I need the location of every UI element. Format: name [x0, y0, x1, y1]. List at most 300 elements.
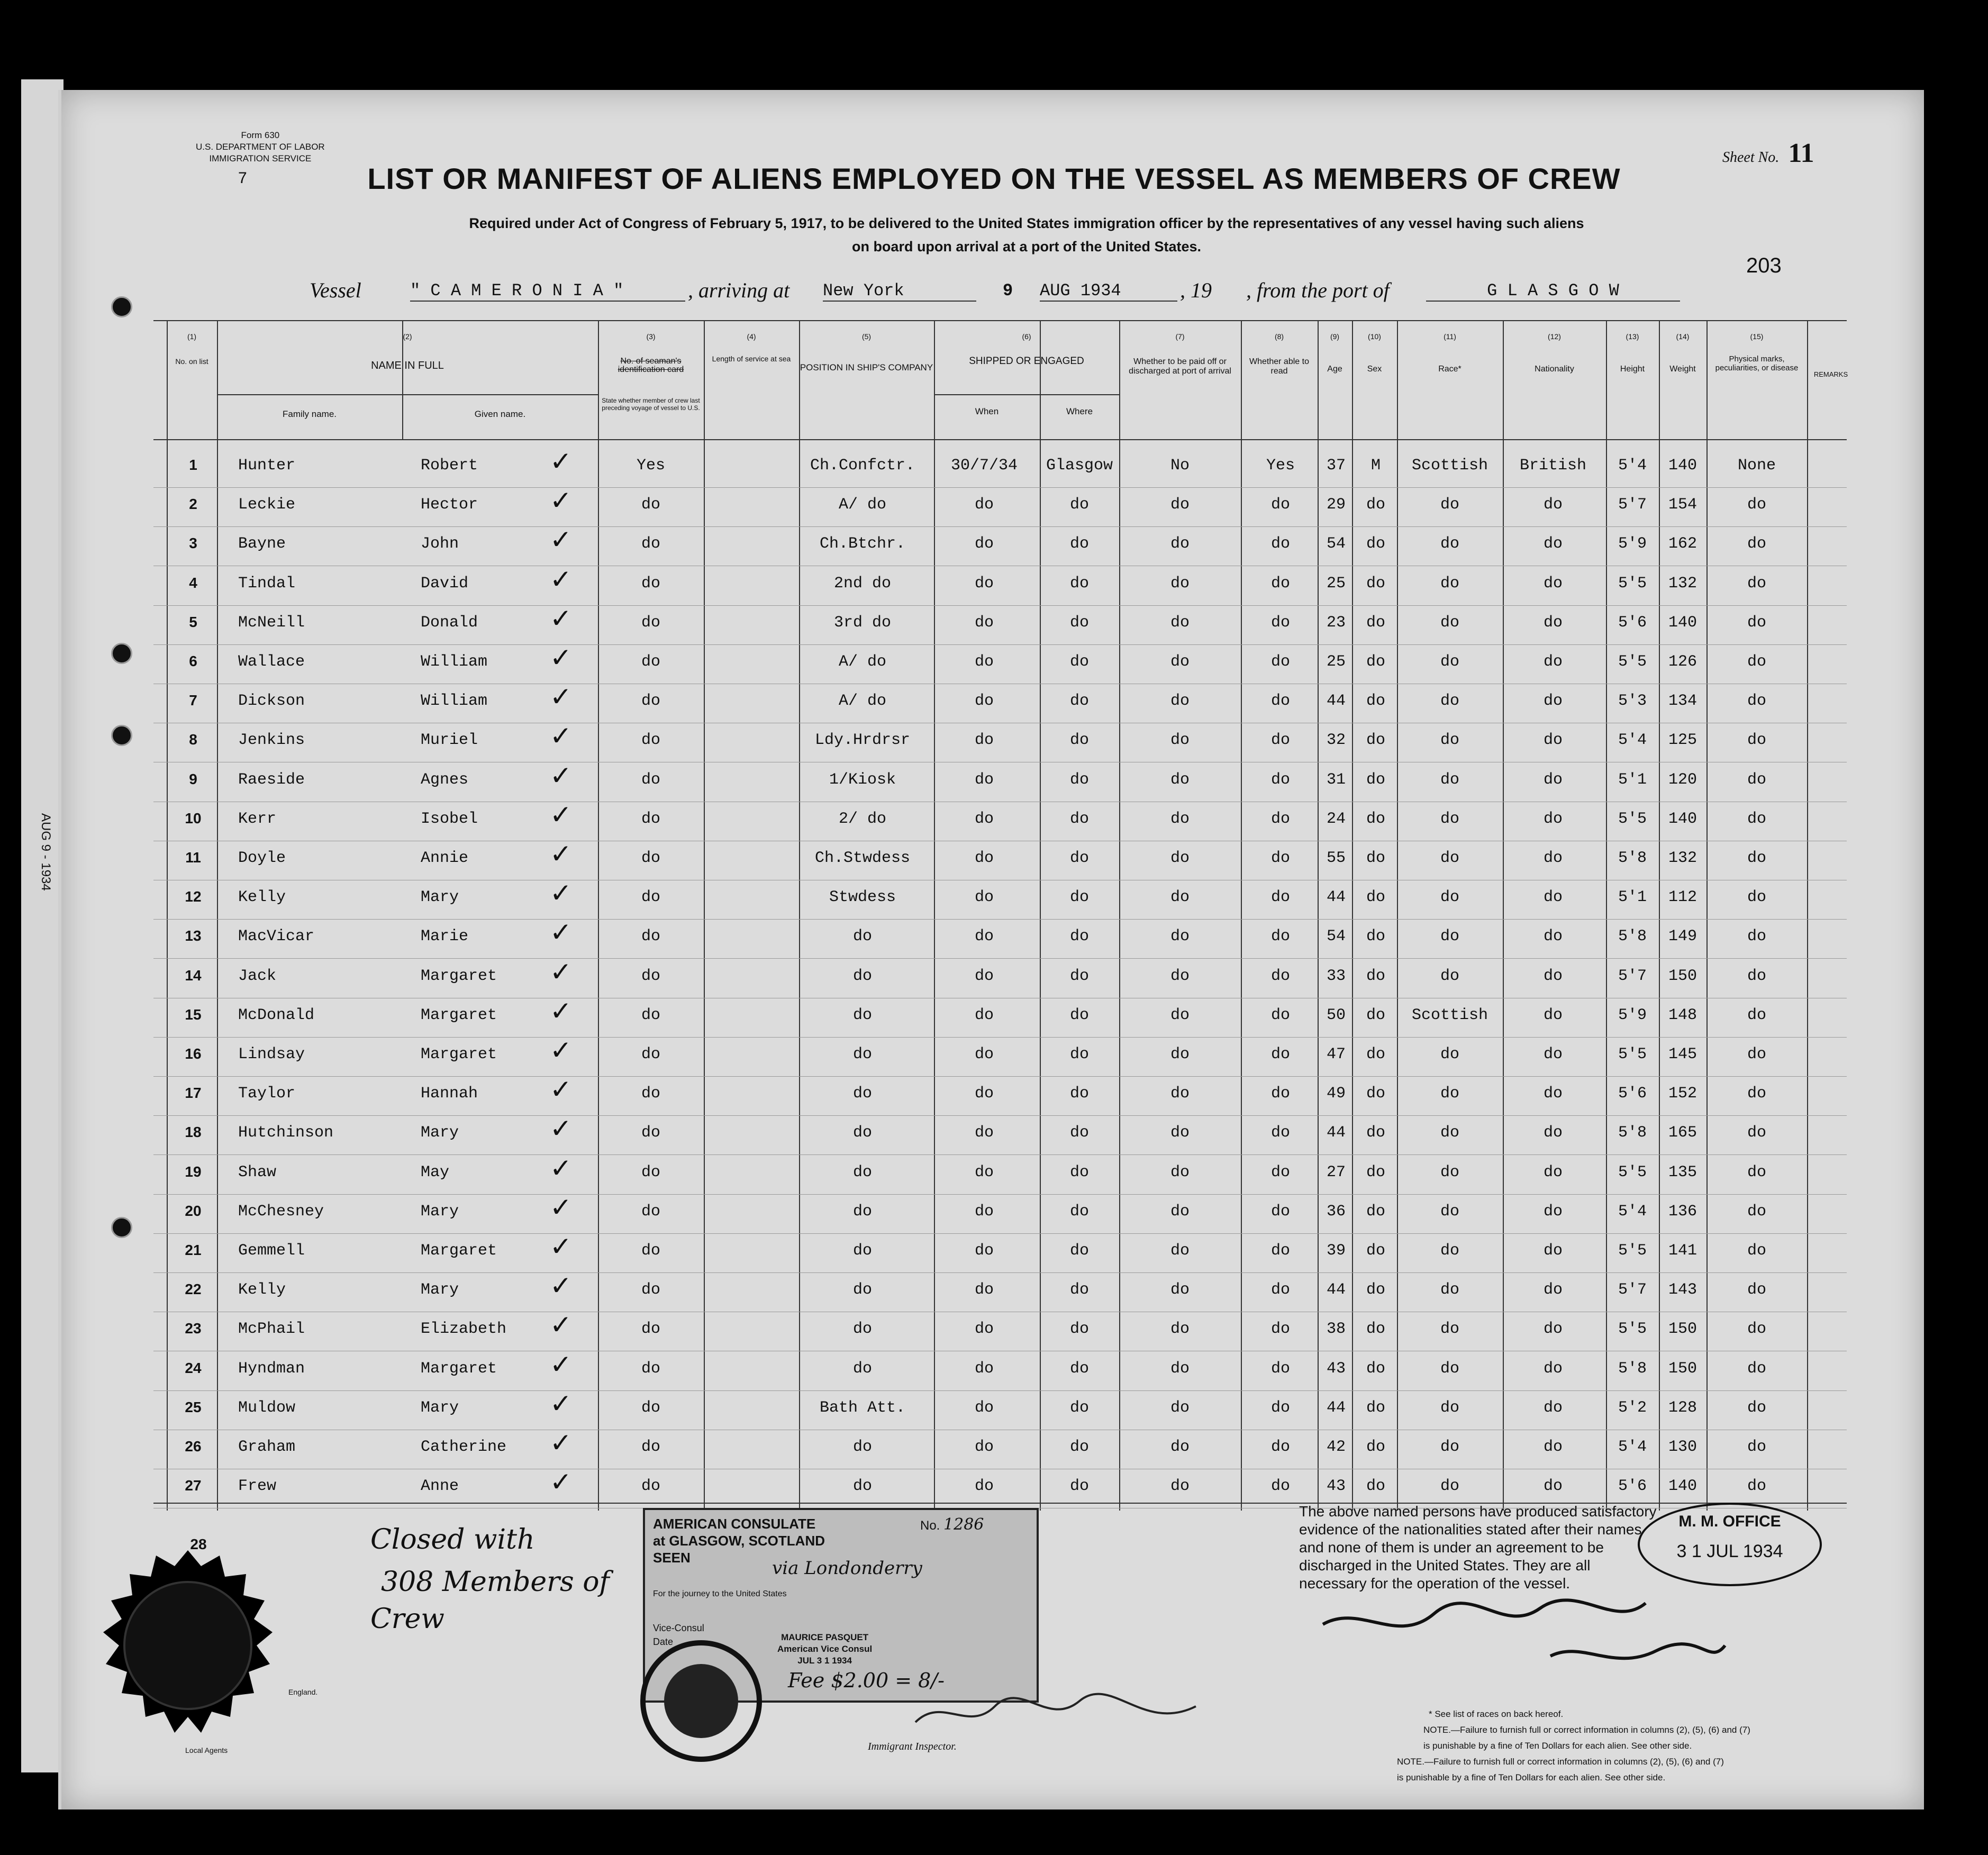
row-number: 20	[185, 1202, 202, 1219]
page-title: LIST OR MANIFEST OF ALIENS EMPLOYED ON THE VESSEL AS MEMBERS OF CREW	[367, 162, 1621, 195]
nationality: British	[1519, 457, 1587, 475]
paid-off: do	[1170, 613, 1190, 632]
race: do	[1440, 810, 1460, 828]
mm-office-title: M. M. OFFICE	[1678, 1513, 1781, 1530]
age: 27	[1326, 1163, 1346, 1181]
shipped-where: do	[1069, 1202, 1090, 1221]
paid-off: do	[1170, 1359, 1190, 1378]
physical-marks: do	[1747, 810, 1767, 828]
paid-off: do	[1170, 1242, 1190, 1260]
physical-marks: do	[1747, 1242, 1767, 1260]
column-rule	[1706, 320, 1708, 1511]
height: 5'4	[1618, 1438, 1647, 1456]
row-number: 26	[185, 1438, 202, 1454]
header-id-card-note: State whether member of crew last preceding voyage of vessel to U.S.	[602, 397, 700, 412]
position: A/ do	[838, 653, 887, 671]
height: 5'5	[1618, 1320, 1647, 1339]
id-card-status: do	[641, 1359, 661, 1378]
row-rule	[153, 1037, 1847, 1038]
shipped-when: do	[974, 1045, 994, 1063]
header-given-name: Given name.	[474, 409, 526, 419]
row-number: 23	[185, 1320, 202, 1337]
able-to-read: do	[1270, 1163, 1291, 1181]
weight: 120	[1668, 770, 1697, 789]
id-card-status: do	[641, 1477, 661, 1496]
col-number: (15)	[1750, 332, 1764, 341]
header-nationality: Nationality	[1535, 365, 1574, 374]
table-rule	[934, 394, 1119, 395]
inspector-label: Immigrant Inspector.	[868, 1741, 957, 1752]
id-card-status: do	[641, 1085, 661, 1103]
consulate-number	[920, 1515, 984, 1534]
arrival-month-year: AUG 1934	[1040, 281, 1177, 302]
checkmark-icon: ✓	[550, 603, 572, 634]
consul-block	[777, 1632, 872, 1667]
sex: do	[1366, 810, 1386, 828]
weight: 140	[1668, 810, 1697, 828]
shipped-where: do	[1069, 613, 1090, 632]
checkmark-icon: ✓	[550, 799, 572, 830]
id-card-status: do	[641, 692, 661, 711]
height: 5'6	[1618, 1085, 1647, 1103]
nationality: do	[1543, 1202, 1563, 1221]
checkmark-icon: ✓	[550, 1349, 572, 1380]
race: do	[1440, 770, 1460, 789]
weight: 140	[1668, 457, 1697, 475]
consul-title: American Vice Consul	[777, 1644, 873, 1654]
checkmark-icon: ✓	[550, 760, 572, 791]
paid-off: do	[1170, 1281, 1190, 1299]
paid-off: do	[1170, 888, 1190, 907]
age: 25	[1326, 574, 1346, 593]
age: 43	[1326, 1359, 1346, 1378]
column-rule	[167, 320, 168, 1511]
race: do	[1440, 1124, 1460, 1142]
physical-marks: do	[1747, 692, 1767, 711]
row-number: 14	[185, 967, 202, 984]
shipped-when: do	[974, 1085, 994, 1103]
nationality: do	[1543, 1006, 1563, 1024]
footnote: NOTE.—Failure to furnish full or correct information in columns (2), (5), (6) and (7)	[1423, 1725, 1750, 1735]
able-to-read: do	[1270, 1320, 1291, 1339]
checkmark-icon: ✓	[550, 995, 572, 1026]
paid-off: do	[1170, 1045, 1190, 1063]
id-card-status: do	[641, 574, 661, 593]
able-to-read: Yes	[1266, 457, 1295, 475]
given-name: John	[421, 535, 459, 553]
row-rule	[153, 1154, 1847, 1155]
id-card-status: do	[641, 653, 661, 671]
sex: do	[1366, 1242, 1386, 1260]
shipped-where: do	[1069, 1163, 1090, 1181]
sex: do	[1366, 1202, 1386, 1221]
physical-marks: do	[1747, 1163, 1767, 1181]
paid-off: do	[1170, 1085, 1190, 1103]
weight: 150	[1668, 967, 1697, 985]
physical-marks: do	[1747, 1398, 1767, 1417]
paid-off: do	[1170, 731, 1190, 750]
consulate-no-label: No.	[920, 1518, 940, 1533]
given-name: Muriel	[421, 731, 478, 750]
height: 5'4	[1618, 731, 1647, 750]
shipped-where: do	[1069, 1320, 1090, 1339]
physical-marks: do	[1747, 1320, 1767, 1339]
shipped-where: do	[1069, 692, 1090, 711]
page-subtitle	[333, 212, 1720, 258]
age: 54	[1326, 535, 1346, 553]
paid-off: do	[1170, 1163, 1190, 1181]
family-name: McPhail	[238, 1320, 305, 1339]
race: do	[1440, 496, 1460, 514]
row-number: 19	[185, 1163, 202, 1180]
shipped-when: 30/7/34	[950, 457, 1018, 475]
shipped-when: do	[974, 928, 994, 946]
col-number: (7)	[1175, 332, 1185, 341]
header-id-card	[598, 357, 704, 374]
sex: do	[1366, 574, 1386, 593]
shipped-where: do	[1069, 928, 1090, 946]
height: 5'2	[1618, 1398, 1647, 1417]
form-number: Form 630	[241, 130, 280, 140]
header-sex: Sex	[1367, 365, 1382, 374]
position: do	[852, 1320, 873, 1339]
row-rule	[153, 1390, 1847, 1391]
id-card-status: do	[641, 1320, 661, 1339]
sex: do	[1366, 692, 1386, 711]
race: do	[1440, 535, 1460, 553]
physical-marks: do	[1747, 928, 1767, 946]
service-name: IMMIGRATION SERVICE	[209, 153, 312, 163]
weight: 150	[1668, 1320, 1697, 1339]
able-to-read: do	[1270, 1438, 1291, 1456]
sex: do	[1366, 967, 1386, 985]
age: 54	[1326, 928, 1346, 946]
height: 5'8	[1618, 1359, 1647, 1378]
row-number: 15	[185, 1006, 202, 1023]
nationality: do	[1543, 810, 1563, 828]
shipped-when: do	[974, 1438, 994, 1456]
shipped-where: Glasgow	[1046, 457, 1113, 475]
race: do	[1440, 1163, 1460, 1181]
position: Ch.Confctr.	[810, 457, 915, 475]
age: 44	[1326, 1124, 1346, 1142]
consulate-line: at GLASGOW, SCOTLAND	[653, 1533, 825, 1549]
physical-marks: do	[1747, 1359, 1767, 1378]
shipped-when: do	[974, 770, 994, 789]
col-number: (3)	[646, 332, 656, 341]
family-name: MacVicar	[238, 928, 315, 946]
nationality: do	[1543, 1281, 1563, 1299]
shipped-when: do	[974, 1281, 994, 1299]
left-binding-strip	[21, 79, 63, 1772]
weight: 140	[1668, 1477, 1697, 1496]
age: 42	[1326, 1438, 1346, 1456]
row-number: 21	[185, 1242, 202, 1258]
nationality: do	[1543, 1359, 1563, 1378]
header-able-read: Whether able to read	[1249, 357, 1309, 376]
height: 5'6	[1618, 1477, 1647, 1496]
row-number: 27	[185, 1477, 202, 1494]
shipped-when: do	[974, 574, 994, 593]
age: 39	[1326, 1242, 1346, 1260]
shipped-where: do	[1069, 496, 1090, 514]
given-name: Anne	[421, 1477, 459, 1496]
col-number: (5)	[861, 332, 872, 341]
shipped-where: do	[1069, 574, 1090, 593]
sex: do	[1366, 1006, 1386, 1024]
given-name: Margaret	[421, 1006, 497, 1024]
position: do	[852, 1163, 873, 1181]
column-rule	[1606, 320, 1607, 1511]
race: do	[1440, 1281, 1460, 1299]
family-name: Kelly	[238, 1281, 286, 1299]
consulate-line: AMERICAN CONSULATE	[653, 1516, 816, 1532]
weight: 152	[1668, 1085, 1697, 1103]
checkmark-icon: ✓	[550, 446, 572, 477]
given-name: Annie	[421, 849, 469, 867]
physical-marks: do	[1747, 574, 1767, 593]
shipped-when: do	[974, 1320, 994, 1339]
col-number: (13)	[1626, 332, 1639, 341]
nationality: do	[1543, 1163, 1563, 1181]
weight: 112	[1668, 888, 1697, 907]
consulate-journey: For the journey to the United States	[653, 1589, 787, 1598]
id-card-status: do	[641, 731, 661, 750]
shipped-where: do	[1069, 1477, 1090, 1496]
family-name: Doyle	[238, 849, 286, 867]
family-name: Taylor	[238, 1085, 296, 1103]
header-weight: Weight	[1669, 365, 1696, 374]
column-rule	[1119, 320, 1120, 1511]
sex: do	[1366, 1163, 1386, 1181]
weight: 150	[1668, 1359, 1697, 1378]
family-name: Tindal	[238, 574, 296, 593]
vessel-label: Vessel	[310, 278, 361, 302]
shipped-when: do	[974, 1006, 994, 1024]
checkmark-icon: ✓	[550, 524, 572, 556]
column-rule	[1040, 320, 1041, 1511]
sex: do	[1366, 1124, 1386, 1142]
embossed-seal	[82, 1545, 294, 1757]
given-name: Robert	[421, 457, 478, 475]
age: 23	[1326, 613, 1346, 632]
sex: do	[1366, 1398, 1386, 1417]
race: do	[1440, 692, 1460, 711]
paid-off: do	[1170, 1124, 1190, 1142]
table-rule	[153, 320, 1847, 321]
port-of-departure: G L A S G O W	[1426, 281, 1680, 302]
shipped-where: do	[1069, 731, 1090, 750]
checkmark-icon: ✓	[550, 721, 572, 752]
nationality: do	[1543, 653, 1563, 671]
given-name: William	[421, 653, 488, 671]
age: 32	[1326, 731, 1346, 750]
position: Stwdess	[829, 888, 896, 907]
paid-off: do	[1170, 1006, 1190, 1024]
id-card-status: Yes	[636, 457, 666, 475]
given-name: Elizabeth	[421, 1320, 507, 1339]
race: do	[1440, 849, 1460, 867]
header-id-card-text: No. of seaman's identification card	[618, 357, 684, 374]
physical-marks: do	[1747, 888, 1767, 907]
age: 37	[1326, 457, 1346, 475]
able-to-read: do	[1270, 928, 1291, 946]
nationality: do	[1543, 1045, 1563, 1063]
shipped-when: do	[974, 1359, 994, 1378]
row-number: 13	[185, 928, 202, 944]
footnote-overlap: NOTE.—Failure to furnish full or correct information in columns (2), (5), (6) and (7)	[1397, 1757, 1724, 1767]
height: 5'8	[1618, 849, 1647, 867]
given-name: Margaret	[421, 967, 497, 985]
row-rule	[153, 919, 1847, 920]
arriving-label: , arriving at	[688, 278, 790, 302]
given-name: David	[421, 574, 469, 593]
age: 29	[1326, 496, 1346, 514]
header-position: POSITION IN SHIP'S COMPANY	[800, 362, 933, 372]
paid-off: do	[1170, 928, 1190, 946]
race: do	[1440, 1398, 1460, 1417]
nationality: do	[1543, 1398, 1563, 1417]
weight: 162	[1668, 535, 1697, 553]
physical-marks: do	[1747, 1085, 1767, 1103]
position: 3rd do	[833, 613, 892, 632]
able-to-read: do	[1270, 810, 1291, 828]
height: 5'8	[1618, 928, 1647, 946]
shipped-where: do	[1069, 1398, 1090, 1417]
checkmark-icon: ✓	[550, 1310, 572, 1341]
race: do	[1440, 967, 1460, 985]
id-card-status: do	[641, 1006, 661, 1024]
master-signature	[1318, 1593, 1730, 1683]
family-name: Graham	[238, 1438, 296, 1456]
given-name: Mary	[421, 1202, 459, 1221]
consul-date: JUL 3 1 1934	[797, 1656, 852, 1666]
sex: do	[1366, 888, 1386, 907]
sex: do	[1366, 535, 1386, 553]
paid-off: do	[1170, 1320, 1190, 1339]
height: 5'7	[1618, 1281, 1647, 1299]
nationality: do	[1543, 613, 1563, 632]
nationality: do	[1543, 1242, 1563, 1260]
given-name: Catherine	[421, 1438, 507, 1456]
row-number: 5	[189, 613, 197, 630]
column-rule	[934, 320, 935, 1511]
col-number: (10)	[1368, 332, 1381, 341]
physical-marks: do	[1747, 613, 1767, 632]
height: 5'5	[1618, 574, 1647, 593]
left-margin-date-stamp: AUG 9 - 1934	[39, 813, 53, 891]
shipped-when: do	[974, 888, 994, 907]
weight: 149	[1668, 928, 1697, 946]
able-to-read: do	[1270, 1477, 1291, 1496]
arrival-day: 9	[1003, 281, 1013, 301]
able-to-read: do	[1270, 1281, 1291, 1299]
sex: do	[1366, 1085, 1386, 1103]
family-name: Dickson	[238, 692, 305, 711]
given-name: Hannah	[421, 1085, 478, 1103]
sex: do	[1366, 1359, 1386, 1378]
handwritten-remark: 308 Members of	[381, 1566, 610, 1598]
able-to-read: do	[1270, 731, 1291, 750]
id-card-status: do	[641, 810, 661, 828]
shipped-when: do	[974, 1477, 994, 1496]
manifest-table	[153, 320, 1847, 1511]
checkmark-icon: ✓	[550, 1467, 572, 1498]
checkmark-icon: ✓	[550, 956, 572, 987]
weight: 130	[1668, 1438, 1697, 1456]
given-name: Isobel	[421, 810, 478, 828]
checkmark-icon: ✓	[550, 485, 572, 516]
position: do	[852, 928, 873, 946]
weight: 140	[1668, 613, 1697, 632]
row-rule	[153, 644, 1847, 645]
date-label: Date	[653, 1636, 674, 1647]
shipped-where: do	[1069, 1006, 1090, 1024]
position: A/ do	[838, 692, 887, 711]
shipped-when: do	[974, 1124, 994, 1142]
given-name: Agnes	[421, 770, 469, 789]
nationality: do	[1543, 1124, 1563, 1142]
col-number: (14)	[1676, 332, 1690, 341]
shipped-when: do	[974, 535, 994, 553]
height: 5'9	[1618, 535, 1647, 553]
position: do	[852, 1359, 873, 1378]
checkmark-icon: ✓	[550, 1270, 572, 1302]
paid-off: do	[1170, 653, 1190, 671]
consulate-fee: Fee $2.00 = 8/-	[788, 1669, 945, 1692]
given-name: Marie	[421, 928, 469, 946]
weight: 143	[1668, 1281, 1697, 1299]
family-name: Leckie	[238, 496, 296, 514]
column-rule	[1352, 320, 1353, 1511]
row-number: 3	[189, 535, 197, 552]
height: 5'8	[1618, 1124, 1647, 1142]
corner-mark: 7	[238, 169, 247, 187]
row-rule	[153, 487, 1847, 488]
height: 5'4	[1618, 1202, 1647, 1221]
weight: 136	[1668, 1202, 1697, 1221]
race: do	[1440, 653, 1460, 671]
header-age: Age	[1327, 365, 1342, 374]
family-name: Jenkins	[238, 731, 305, 750]
physical-marks: do	[1747, 1202, 1767, 1221]
race: do	[1440, 731, 1460, 750]
subtitle-line: Required under Act of Congress of February 5, 1917, to be delivered to the United States immigration officer by the representatives of any vessel having such aliens	[469, 215, 1584, 231]
shipped-where: do	[1069, 1281, 1090, 1299]
id-card-status: do	[641, 1281, 661, 1299]
height: 5'5	[1618, 1242, 1647, 1260]
race: do	[1440, 1438, 1460, 1456]
weight: 134	[1668, 692, 1697, 711]
shipped-where: do	[1069, 535, 1090, 553]
race: do	[1440, 1045, 1460, 1063]
race: do	[1440, 1202, 1460, 1221]
consulate-round-seal	[635, 1635, 767, 1767]
family-name: Gemmell	[238, 1242, 305, 1260]
position: do	[852, 1438, 873, 1456]
sex: do	[1366, 653, 1386, 671]
age: 44	[1326, 692, 1346, 711]
consulate-line: SEEN	[653, 1550, 691, 1566]
race: do	[1440, 1359, 1460, 1378]
given-name: Mary	[421, 1398, 459, 1417]
shipped-where: do	[1069, 1359, 1090, 1378]
age: 24	[1326, 810, 1346, 828]
binder-hole	[111, 296, 132, 317]
sheet-value: 11	[1788, 138, 1814, 168]
local-agents-label: Local Agents	[185, 1746, 228, 1754]
row-number: 4	[189, 574, 197, 591]
